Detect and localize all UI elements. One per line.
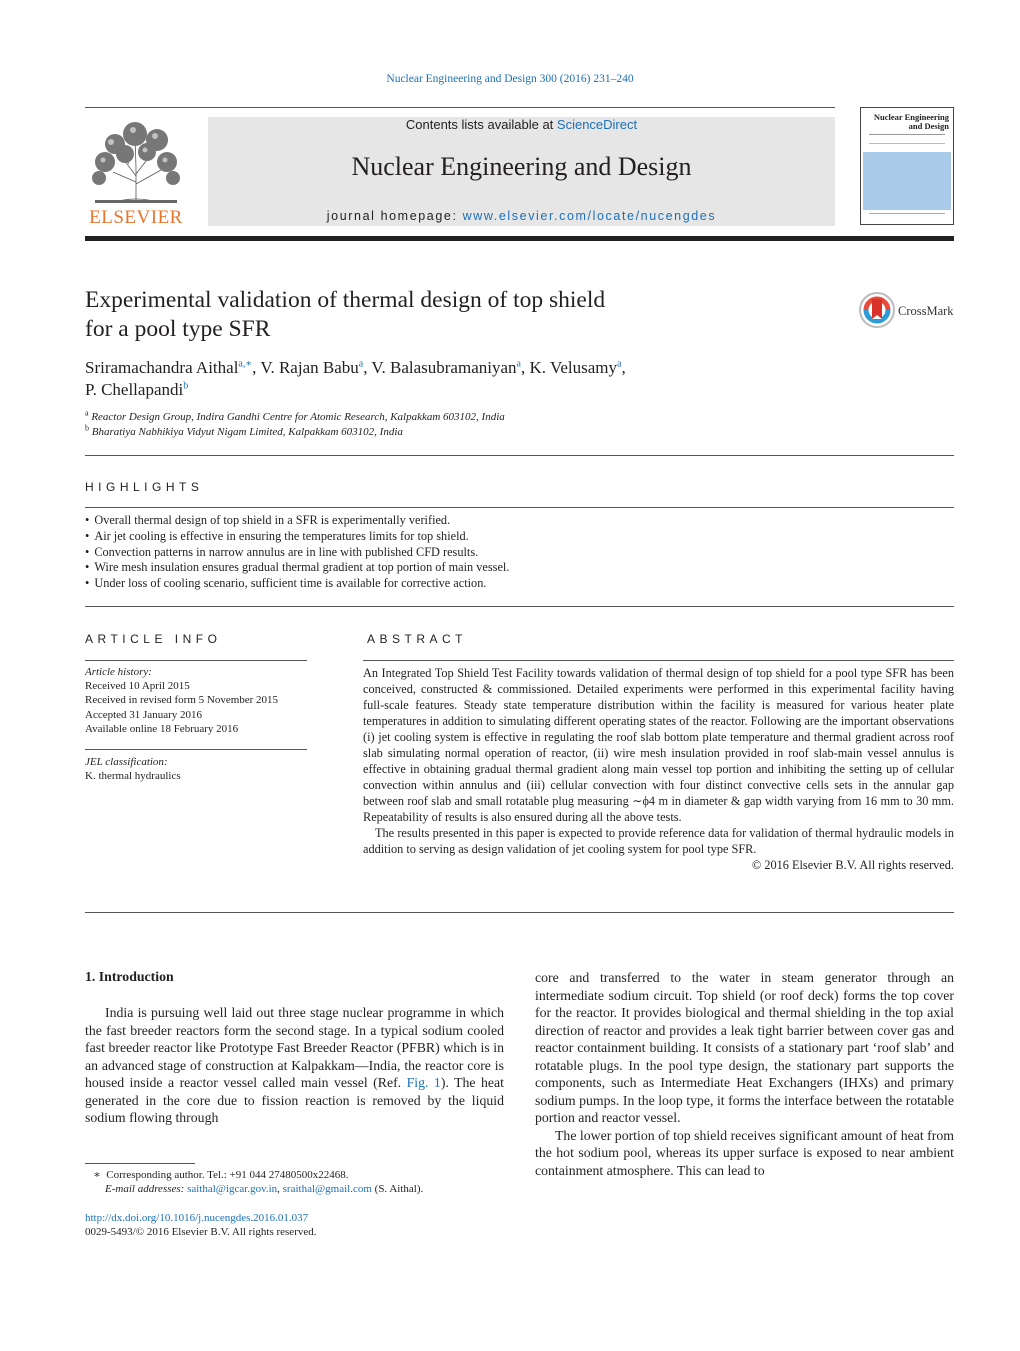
journal-cover-thumbnail[interactable] xyxy=(860,107,954,225)
abstract-body: An Integrated Top Shield Test Facility towards validation of thermal design of top shield for a pool type SFR has been conceived, constructed & commissioned. Detailed experiments were performed in this experimental facility having full-scale features. Steady state temperature distribution within the facility is measured for various heater plate temperatures in addition to simulating different operating states of the reactor. Following are the important observations (i) jet cooling system is effective in regulating the roof slab bottom plate temperature and thermal gradient across roof slab simulating normal operation of reactor, (ii) wire mesh insulation provided in roof slab-main vessel annulus is effective in obtaining gradual thermal gradient along main vessel top portion and inhibiting the setting up of cellular convection within annulus and (iii) cellular convection with four distinct convective cells sets in the annular gap between roof slab and small rotatable plug measuring ∼ϕ4 m in diameter & gap width varying from 16 mm to 30 mm. Repeatability of results is also ensured during all the above tests. The results presented in this paper is expected to provide reference data for validation of thermal hydraulic models in addition to serving as design validation of jet cooling system for pool type SFR. © 2016 Elsevier B.V. All rights reserved. xyxy=(363,666,954,872)
section-heading-introduction: 1. Introduction xyxy=(85,969,174,984)
sciencedirect-link[interactable]: ScienceDirect xyxy=(556,117,638,132)
intro-column-left: India is pursuing well laid out three stage nuclear programme in which the fast breeder reactors form the second stage. In a typical sodium cooled fast breeder reactor like Prototype Fast Breeder Reactor (PFBR) which is in an advanced stage of construction at Kalpakkam—India, the reactor core is housed inside a reactor vessel called main vessel (Ref. Fig. 1). The heat generated in the core due to fission reaction is removed by the liquid sodium flowing through xyxy=(85,1005,505,1125)
divider xyxy=(85,912,954,913)
author-affiliation-mark[interactable]: a,∗ xyxy=(238,358,253,370)
abstract-copyright: © 2016 Elsevier B.V. All rights reserved. xyxy=(751,858,954,872)
divider xyxy=(85,455,954,456)
elsevier-wordmark: ELSEVIER xyxy=(89,207,183,228)
highlight-item: • Convection patterns in narrow annulus are in line with published CFD results. xyxy=(85,545,954,561)
article-history: Article history: Received 10 April 2015 Received in revised form 5 November 2015 Accepted 31 January 2016 Available online 18 February 2016 xyxy=(85,666,279,735)
cover-title: Nuclear Engineering and Design xyxy=(873,112,949,131)
cover-blue-panel xyxy=(863,152,951,210)
author[interactable]: P. Chellapandi xyxy=(85,380,184,399)
intro-column-right: core and transferred to the water in steam generator through an intermediate sodium circuit. Top shield (or roof deck) forms the top cover for the reactor. It provides biological and thermal shielding in the top axial direction of reactor and provides a leak tight barrier between cover gas and reactor containment building. It consists of a stationary part ‘roof slab’ and rotatable plugs. In the pool type design, the stationary part supports the components, such as Intermediate Heat Exchangers (IHXs) and primary sodium pumps. In the loop type, it forms the interface between the rotatable portion and reactor vessel. The lower portion of top shield receives significant amount of heat from the hot sodium pool, whereas its upper surface is exposed to near ambient containment atmosphere. This can lead to xyxy=(535,970,954,1178)
cover-footer xyxy=(869,213,945,220)
article-title: Experimental validation of thermal design of top shield for a pool type SFR xyxy=(85,287,606,342)
header-thick-rule xyxy=(85,236,954,241)
crossmark-label[interactable]: CrossMark xyxy=(898,304,954,318)
figure-1-link[interactable]: Fig. 1 xyxy=(406,1075,441,1090)
highlights-list xyxy=(85,513,954,592)
divider xyxy=(363,660,954,661)
divider xyxy=(85,660,307,661)
highlight-item: • Overall thermal design of top shield in a SFR is experimentally verified. xyxy=(85,513,954,529)
journal-title: Nuclear Engineering and Design xyxy=(351,152,692,181)
highlight-item: • Wire mesh insulation ensures gradual thermal gradient at top portion of main vessel. xyxy=(85,560,954,576)
footnote-rule xyxy=(85,1163,195,1164)
header-top-rule xyxy=(85,107,835,108)
author[interactable]: K. Velusamy xyxy=(529,358,617,377)
journal-reference[interactable]: Nuclear Engineering and Design 300 (2016) 231–240 xyxy=(386,73,634,85)
author[interactable]: Sriramachandra Aithal xyxy=(85,358,239,377)
divider xyxy=(85,507,954,508)
author-affiliation-mark[interactable]: a xyxy=(358,358,364,370)
jel-classification: JEL classification: K. thermal hydraulics xyxy=(85,756,181,783)
affiliation-b: $^b$ Bharatiya Nabhikiya Vidyut Nigam Limited, Kalpakkam 603102, India xyxy=(85,423,403,438)
issn-copyright: 0029-5493/© 2016 Elsevier B.V. All rights reserved. xyxy=(85,1226,317,1238)
affiliation-a: $^a$ Reactor Design Group, Indira Gandhi Centre for Atomic Research, Kalpakkam 603102, India xyxy=(85,408,505,423)
author[interactable]: V. Rajan Babu xyxy=(260,358,359,377)
author-affiliation-mark[interactable]: a xyxy=(616,358,622,370)
homepage-link[interactable]: www.elsevier.com/locate/nucengdes xyxy=(462,209,717,223)
author-affiliation-mark[interactable]: b xyxy=(183,380,189,392)
highlight-item: • Under loss of cooling scenario, sufficient time is available for corrective action. xyxy=(85,576,954,592)
author-list: Sriramachandra Aithal$^{a,∗}$, V. Rajan Babu$^a$, V. Balasubramaniyan$^a$, K. Velusamy$^a$, P. Chellapandi$^b$ xyxy=(85,358,626,399)
author-affiliation-mark[interactable]: a xyxy=(516,358,521,370)
divider xyxy=(85,606,954,607)
abstract-heading: ABSTRACT xyxy=(367,632,468,646)
highlight-item: • Air jet cooling is effective in ensuring the temperatures limits for top shield. xyxy=(85,529,954,545)
cover-decoration xyxy=(869,134,945,144)
corresponding-author-footnote: ∗ Corresponding author. Tel.: +91 044 27480500x22468. xyxy=(93,1169,349,1181)
author[interactable]: V. Balasubramaniyan xyxy=(371,358,517,377)
email-footnote: E-mail addresses: saithal@igcar.gov.in, sraithal@gmail.com (S. Aithal). xyxy=(105,1183,424,1195)
doi-link[interactable]: http://dx.doi.org/10.1016/j.nucengdes.2016.01.037 xyxy=(85,1212,309,1224)
journal-homepage-line: journal homepage: www.elsevier.com/locate/nucengdes xyxy=(326,209,717,223)
email-link[interactable]: sraithal@gmail.com xyxy=(282,1183,372,1195)
contents-available-line: Contents lists available at ScienceDirect xyxy=(405,117,638,132)
email-link[interactable]: saithal@igcar.gov.in xyxy=(187,1183,278,1195)
divider xyxy=(85,749,307,750)
article-info-heading: ARTICLE INFO xyxy=(85,632,222,646)
crossmark-icon[interactable] xyxy=(858,290,896,330)
highlights-heading: HIGHLIGHTS xyxy=(85,480,204,494)
